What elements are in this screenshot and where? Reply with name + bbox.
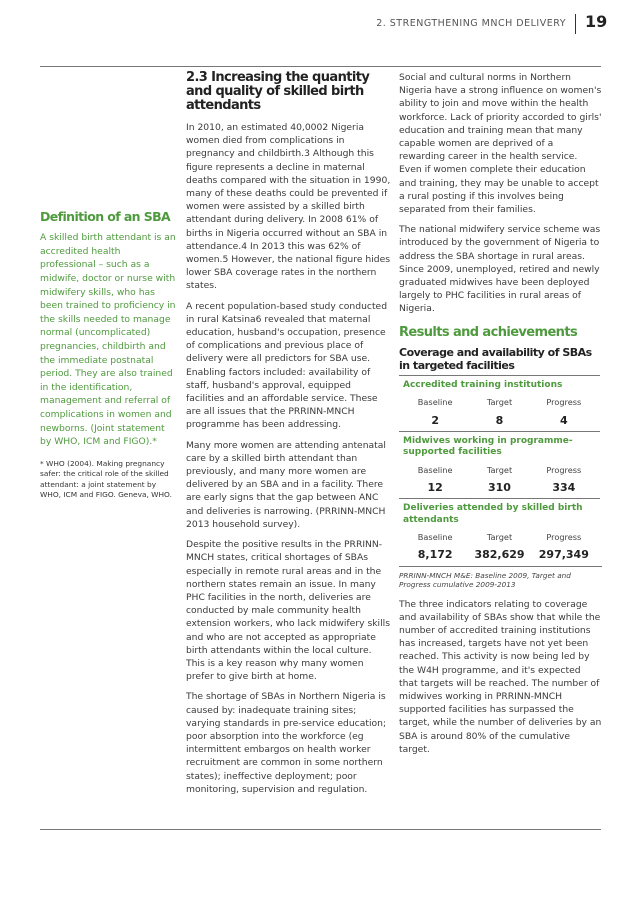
indicator-title: Midwives working in programme-supported facilities bbox=[403, 435, 573, 458]
header-divider bbox=[575, 14, 576, 34]
baseline-value: 8,172 bbox=[417, 548, 453, 562]
progress-value: 4 bbox=[559, 413, 568, 427]
indicator-table bbox=[399, 375, 600, 566]
progress-label: Progress bbox=[546, 532, 582, 543]
main-heading: 2.3 Increasing the quantity and quality of skilled birth attendants bbox=[186, 70, 370, 113]
main-column bbox=[186, 71, 392, 803]
target-label: Target bbox=[486, 532, 513, 543]
progress-value: 334 bbox=[552, 480, 576, 494]
indicator-title: Deliveries attended by skilled birth attendants bbox=[403, 503, 583, 525]
coverage-heading: Coverage and availability of SBAs in targeted facilities bbox=[399, 345, 592, 372]
indicator-values bbox=[403, 477, 596, 494]
main-paragraph: Many more women are attending antenatal care by a skilled birth attendant than previously, and many more women are delivered by an SBA and in a facility. There are early signs that the gap between ANC and deliveries is narrowing. (PRRINN-MNCH 2013 household survey). bbox=[186, 439, 386, 530]
target-label: Target bbox=[486, 464, 513, 475]
indicator-block bbox=[399, 432, 600, 498]
target-label: Target bbox=[486, 397, 513, 408]
indicator-values bbox=[403, 410, 596, 427]
baseline-label: Baseline bbox=[417, 532, 453, 543]
sidebar-heading: Definition of an SBA bbox=[40, 209, 171, 224]
bottom-rule bbox=[40, 829, 601, 830]
sidebar-body: A skilled birth attendant is an accredited health professional – such as a midwife, doctor or nurse with midwifery skills, who has been trained to proficiency in the skills needed to manage normal (uncomplicated) pregnancies, childbirth and the immediate postnatal period. They are also trained in the identification, management and referral of complications in women and newborns. (Joint statement by WHO, ICM and FIGO).* bbox=[40, 232, 176, 448]
indicator-column-headers bbox=[403, 464, 596, 477]
baseline-label: Baseline bbox=[417, 464, 453, 475]
results-heading: Results and achievements bbox=[399, 324, 578, 340]
indicator-values bbox=[403, 544, 596, 561]
baseline-value: 12 bbox=[427, 480, 443, 494]
progress-value: 297,349 bbox=[538, 548, 589, 562]
right-paragraph: The national midwifery service scheme was introduced by the government of Nigeria to address the SBA shortage in rural areas. Since 2009, unemployed, retired and newly graduated midwives have been deployed largely to PHC facilities in rural areas of Nigeria. bbox=[399, 224, 601, 315]
target-value: 382,629 bbox=[474, 548, 525, 562]
indicator-column-headers bbox=[403, 531, 596, 544]
closing-paragraph: The three indicators relating to coverage and availability of SBAs show that while the number of accredited training institutions has increased, targets have not yet been reached. This activity is now being led by the W4H programme, and it's expected that targets will be reached. The number of midwives working in PRRINN-MNCH supported facilities has surpassed the target, while the number of deliveries by an SBA is around 80% of the cumulative target. bbox=[399, 598, 602, 755]
table-source-note: PRRINN-MNCH M&E: Baseline 2009, Target and Progress cumulative 2009-2013 bbox=[399, 566, 602, 590]
progress-label: Progress bbox=[546, 464, 582, 475]
main-paragraph: A recent population-based study conducted in rural Katsina6 revealed that maternal education, husband's occupation, presence of complications and previous place of delivery were all predictors for SBA use. Enabling factors included: availability of staff, husband's approval, equipped facilities and an affordable service. These are all issues that the PRRINN-MNCH programme has been addressing. bbox=[186, 300, 388, 431]
sidebar-definition bbox=[40, 210, 178, 501]
indicator-block bbox=[399, 376, 600, 431]
baseline-label: Baseline bbox=[417, 397, 453, 408]
sidebar-footnote: * WHO (2004). Making pregnancy safer: the critical role of the skilled attendant: a joint statement by WHO, ICM and FIGO. Geneva, WHO. bbox=[40, 458, 172, 500]
indicator-block bbox=[399, 499, 600, 565]
progress-label: Progress bbox=[546, 397, 582, 408]
page-number: 19 bbox=[585, 12, 608, 31]
main-paragraph: Despite the positive results in the PRRINN-MNCH states, critical shortages of SBAs especially in remote rural areas and in the northern states remain an issue. In many PHC facilities in the north, deliveries are conducted by male community health extension workers, who lack midwifery skills and who are not accepted as appropriate birth attendants within the local culture. This is a key reason why many women prefer to give birth at home. bbox=[186, 539, 390, 683]
section-title: 2. STRENGTHENING MNCH DELIVERY bbox=[376, 18, 566, 29]
top-rule bbox=[40, 66, 601, 67]
right-column bbox=[399, 71, 602, 763]
target-value: 310 bbox=[488, 480, 511, 494]
indicator-title: Accredited training institutions bbox=[403, 379, 563, 390]
main-paragraph: The shortage of SBAs in Northern Nigeria is caused by: inadequate training sites; varying standards in pre-service education; poor absorption into the workforce (eg intermittent embargos on health worker recruitment are common in some northern states); ineffective deployment; poor monitoring, supervision and regulation. bbox=[186, 691, 387, 795]
baseline-value: 2 bbox=[431, 413, 439, 427]
target-value: 8 bbox=[495, 413, 504, 427]
right-paragraph: Social and cultural norms in Northern Nigeria have a strong influence on women's ability to join and move within the health workforce. Lack of priority accorded to girls' education and training mean that many capable women are deprived of a rewarding career in the health service. Even if women complete their education and training, they may be unable to accept a rural posting if this involves being separated from their families. bbox=[399, 72, 602, 216]
main-paragraph: In 2010, an estimated 40,0002 Nigeria women died from complications in pregnancy and childbirth.3 Although this figure represents a decline in maternal deaths compared with the situation in 1990, many of these deaths could be prevented if women were assisted by a skilled birth attendant during delivery. In 2008 61% of births in Nigeria occurred without an SBA in attendance.4 In 2013 this was 62% of women.5 However, the national figure hides lower SBA coverage rates in the northern states. bbox=[186, 122, 391, 292]
indicator-column-headers bbox=[403, 396, 596, 409]
